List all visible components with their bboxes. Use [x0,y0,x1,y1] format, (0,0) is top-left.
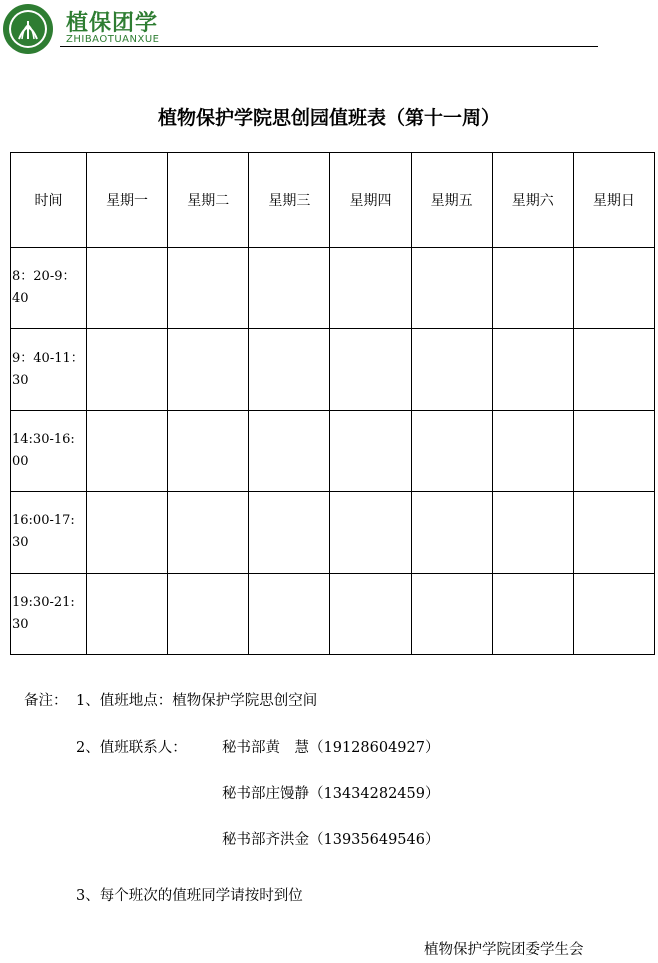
column-header-tuesday: 星期二 [168,153,249,248]
duty-cell [249,248,330,329]
header-divider [60,46,598,47]
duty-cell [330,410,411,491]
time-slot-cell [11,573,87,654]
column-header-time: 时间 [11,153,87,248]
time-slot-end: 00 [12,453,29,469]
duty-cell [330,329,411,410]
duty-cell [411,410,492,491]
duty-cell [573,248,654,329]
duty-cell [492,573,573,654]
duty-cell [573,492,654,573]
note-punctuality: 3、每个班次的值班同学请按时到位 [76,888,303,904]
brand-name: 植保团学 [66,11,159,36]
duty-cell [168,248,249,329]
time-slot-cell [11,329,87,410]
duty-cell [168,492,249,573]
note-contacts-label: 2、值班联系人： [76,740,187,756]
column-header-saturday: 星期六 [492,153,573,248]
duty-cell [249,329,330,410]
notes-label: 备注： [24,693,68,709]
time-slot-start: 8：20-9： [12,269,76,285]
duty-cell [492,329,573,410]
table-row [11,492,655,573]
time-slot-start: 16:00-17: [12,513,75,529]
time-slot-end: 30 [12,372,29,388]
contact-entry: 秘书部庄馒静（13434282459） [222,786,440,802]
duty-cell [411,248,492,329]
duty-cell [573,410,654,491]
duty-cell [330,248,411,329]
logo-emblem-icon [2,3,54,55]
table-row [11,573,655,654]
time-slot-end: 40 [12,291,29,307]
duty-cell [492,492,573,573]
table-row [11,248,655,329]
column-header-thursday: 星期四 [330,153,411,248]
duty-cell [411,573,492,654]
duty-cell [87,248,168,329]
time-slot-start: 19:30-21: [12,594,75,610]
time-slot-cell [11,492,87,573]
duty-cell [330,573,411,654]
duty-cell [573,329,654,410]
column-header-wednesday: 星期三 [249,153,330,248]
note-location: 1、值班地点：植物保护学院思创空间 [76,693,318,709]
duty-cell [168,573,249,654]
page-title: 植物保护学院思创园值班表（第十一周） [157,107,500,129]
time-slot-end: 30 [12,616,29,632]
duty-cell [330,492,411,573]
duty-cell [168,329,249,410]
duty-cell [573,573,654,654]
time-slot-start: 14:30-16: [12,431,75,447]
duty-cell [411,329,492,410]
column-header-sunday: 星期日 [573,153,654,248]
contact-entry: 秘书部齐洪金（13935649546） [222,832,440,848]
duty-cell [249,410,330,491]
duty-cell [249,573,330,654]
column-header-friday: 星期五 [411,153,492,248]
duty-cell [87,492,168,573]
issuer-signature: 植物保护学院团委学生会 [424,942,584,958]
duty-cell [168,410,249,491]
duty-cell [492,410,573,491]
duty-cell [411,492,492,573]
duty-cell [492,248,573,329]
table-header-row [11,153,655,248]
column-header-monday: 星期一 [87,153,168,248]
duty-cell [87,329,168,410]
time-slot-cell [11,410,87,491]
duty-cell [249,492,330,573]
duty-schedule-table [10,152,655,655]
table-row [11,329,655,410]
duty-cell [87,410,168,491]
contact-entry: 秘书部黄 慧（19128604927） [222,740,440,756]
time-slot-end: 30 [12,535,29,551]
time-slot-start: 9：40-11： [12,350,84,366]
time-slot-cell [11,248,87,329]
duty-cell [87,573,168,654]
table-row [11,410,655,491]
brand-name-latin: ZHIBAOTUANXUE [66,34,160,45]
